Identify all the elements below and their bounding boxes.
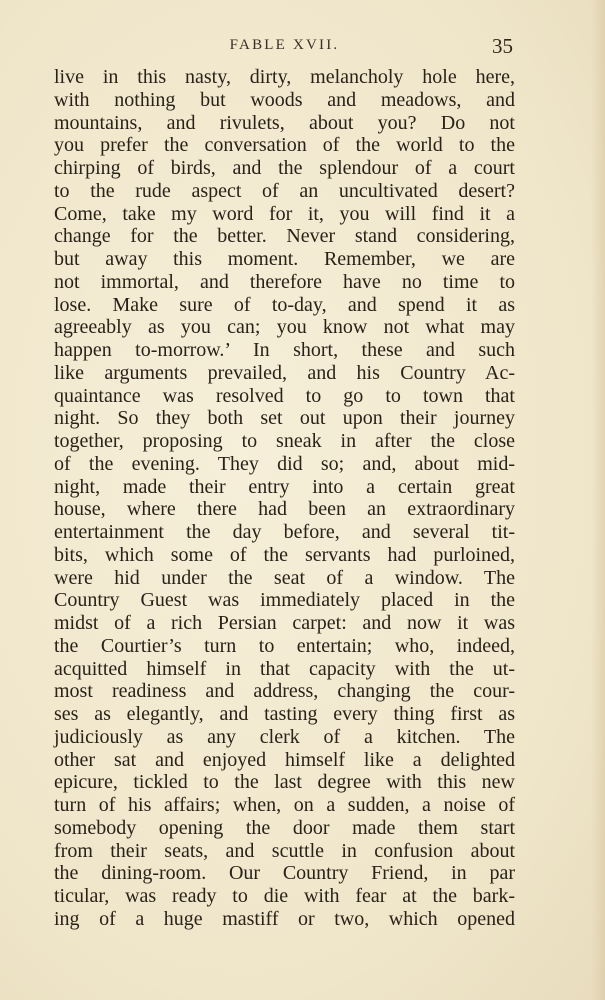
running-title: FABLE XVII. (229, 37, 340, 53)
text-line: the dining-room. Our Country Friend, in par (54, 862, 515, 885)
text-line: to the rude aspect of an uncultivated desert? (54, 179, 515, 202)
text-line: lose. Make sure of to-day, and spend it as (54, 293, 515, 316)
text-line: epicure, tickled to the last degree with this new (54, 771, 515, 794)
text-line: ing of a huge mastiff or two, which opened (54, 907, 515, 930)
text-line: entertainment the day before, and several tit- (54, 521, 515, 543)
text-line: turn of his affairs; when, on a sudden, a noise of (54, 794, 515, 816)
text-line: happen to-morrow.’ In short, these and such (54, 339, 515, 361)
text-line: house, where there had been an extraordinary (54, 498, 515, 521)
text-line: acquitted himself in that capacity with the ut- (54, 657, 515, 680)
text-line: agreeably as you can; you know not what may (54, 316, 515, 339)
text-line: but away this moment. Remember, we are (54, 248, 515, 270)
text-line: judiciously as any clerk of a kitchen. The (54, 725, 515, 748)
page-number: 35 (492, 34, 513, 58)
text-line: together, proposing to sneak in after the close (54, 430, 515, 452)
running-head (54, 34, 515, 65)
text-line: change for the better. Never stand considering, (54, 225, 515, 248)
text-line: Come, take my word for it, you will find it a (54, 202, 515, 225)
text-line: the Courtier’s turn to entertain; who, indeed, (54, 634, 515, 657)
text-line: night, made their entry into a certain great (54, 475, 515, 498)
text-line: bits, which some of the servants had purloined, (54, 543, 515, 566)
text-line: ses as elegantly, and tasting every thing first as (54, 703, 515, 725)
text-line: from their seats, and scuttle in confusion about (54, 839, 515, 862)
text-line: of the evening. They did so; and, about mid- (54, 452, 515, 475)
text-line: were hid under the seat of a window. The (54, 566, 515, 589)
text-line: mountains, and rivulets, about you? Do not (54, 111, 515, 134)
text-line: midst of a rich Persian carpet: and now it was (54, 612, 515, 634)
text-line: Country Guest was immediately placed in the (54, 589, 515, 612)
text-line: somebody opening the door made them start (54, 816, 515, 839)
text-line: other sat and enjoyed himself like a delighted (54, 748, 515, 771)
text-line: like arguments prevailed, and his Country Ac- (54, 361, 515, 384)
body-text (54, 66, 515, 931)
text-line: ticular, was ready to die with fear at the bark- (54, 885, 515, 907)
text-line: not immortal, and therefore have no time to (54, 270, 515, 293)
text-line: live in this nasty, dirty, melancholy hole here, (54, 66, 515, 88)
text-line: most readiness and address, changing the cour- (54, 680, 515, 703)
text-line: you prefer the conversation of the world to the (54, 134, 515, 157)
text-line: with nothing but woods and meadows, and (54, 88, 515, 111)
text-line: quaintance was resolved to go to town that (54, 384, 515, 407)
text-line: night. So they both set out upon their journey (54, 407, 515, 430)
text-line: chirping of birds, and the splendour of a court (54, 157, 515, 179)
page-edge-shadow (591, 0, 605, 1000)
